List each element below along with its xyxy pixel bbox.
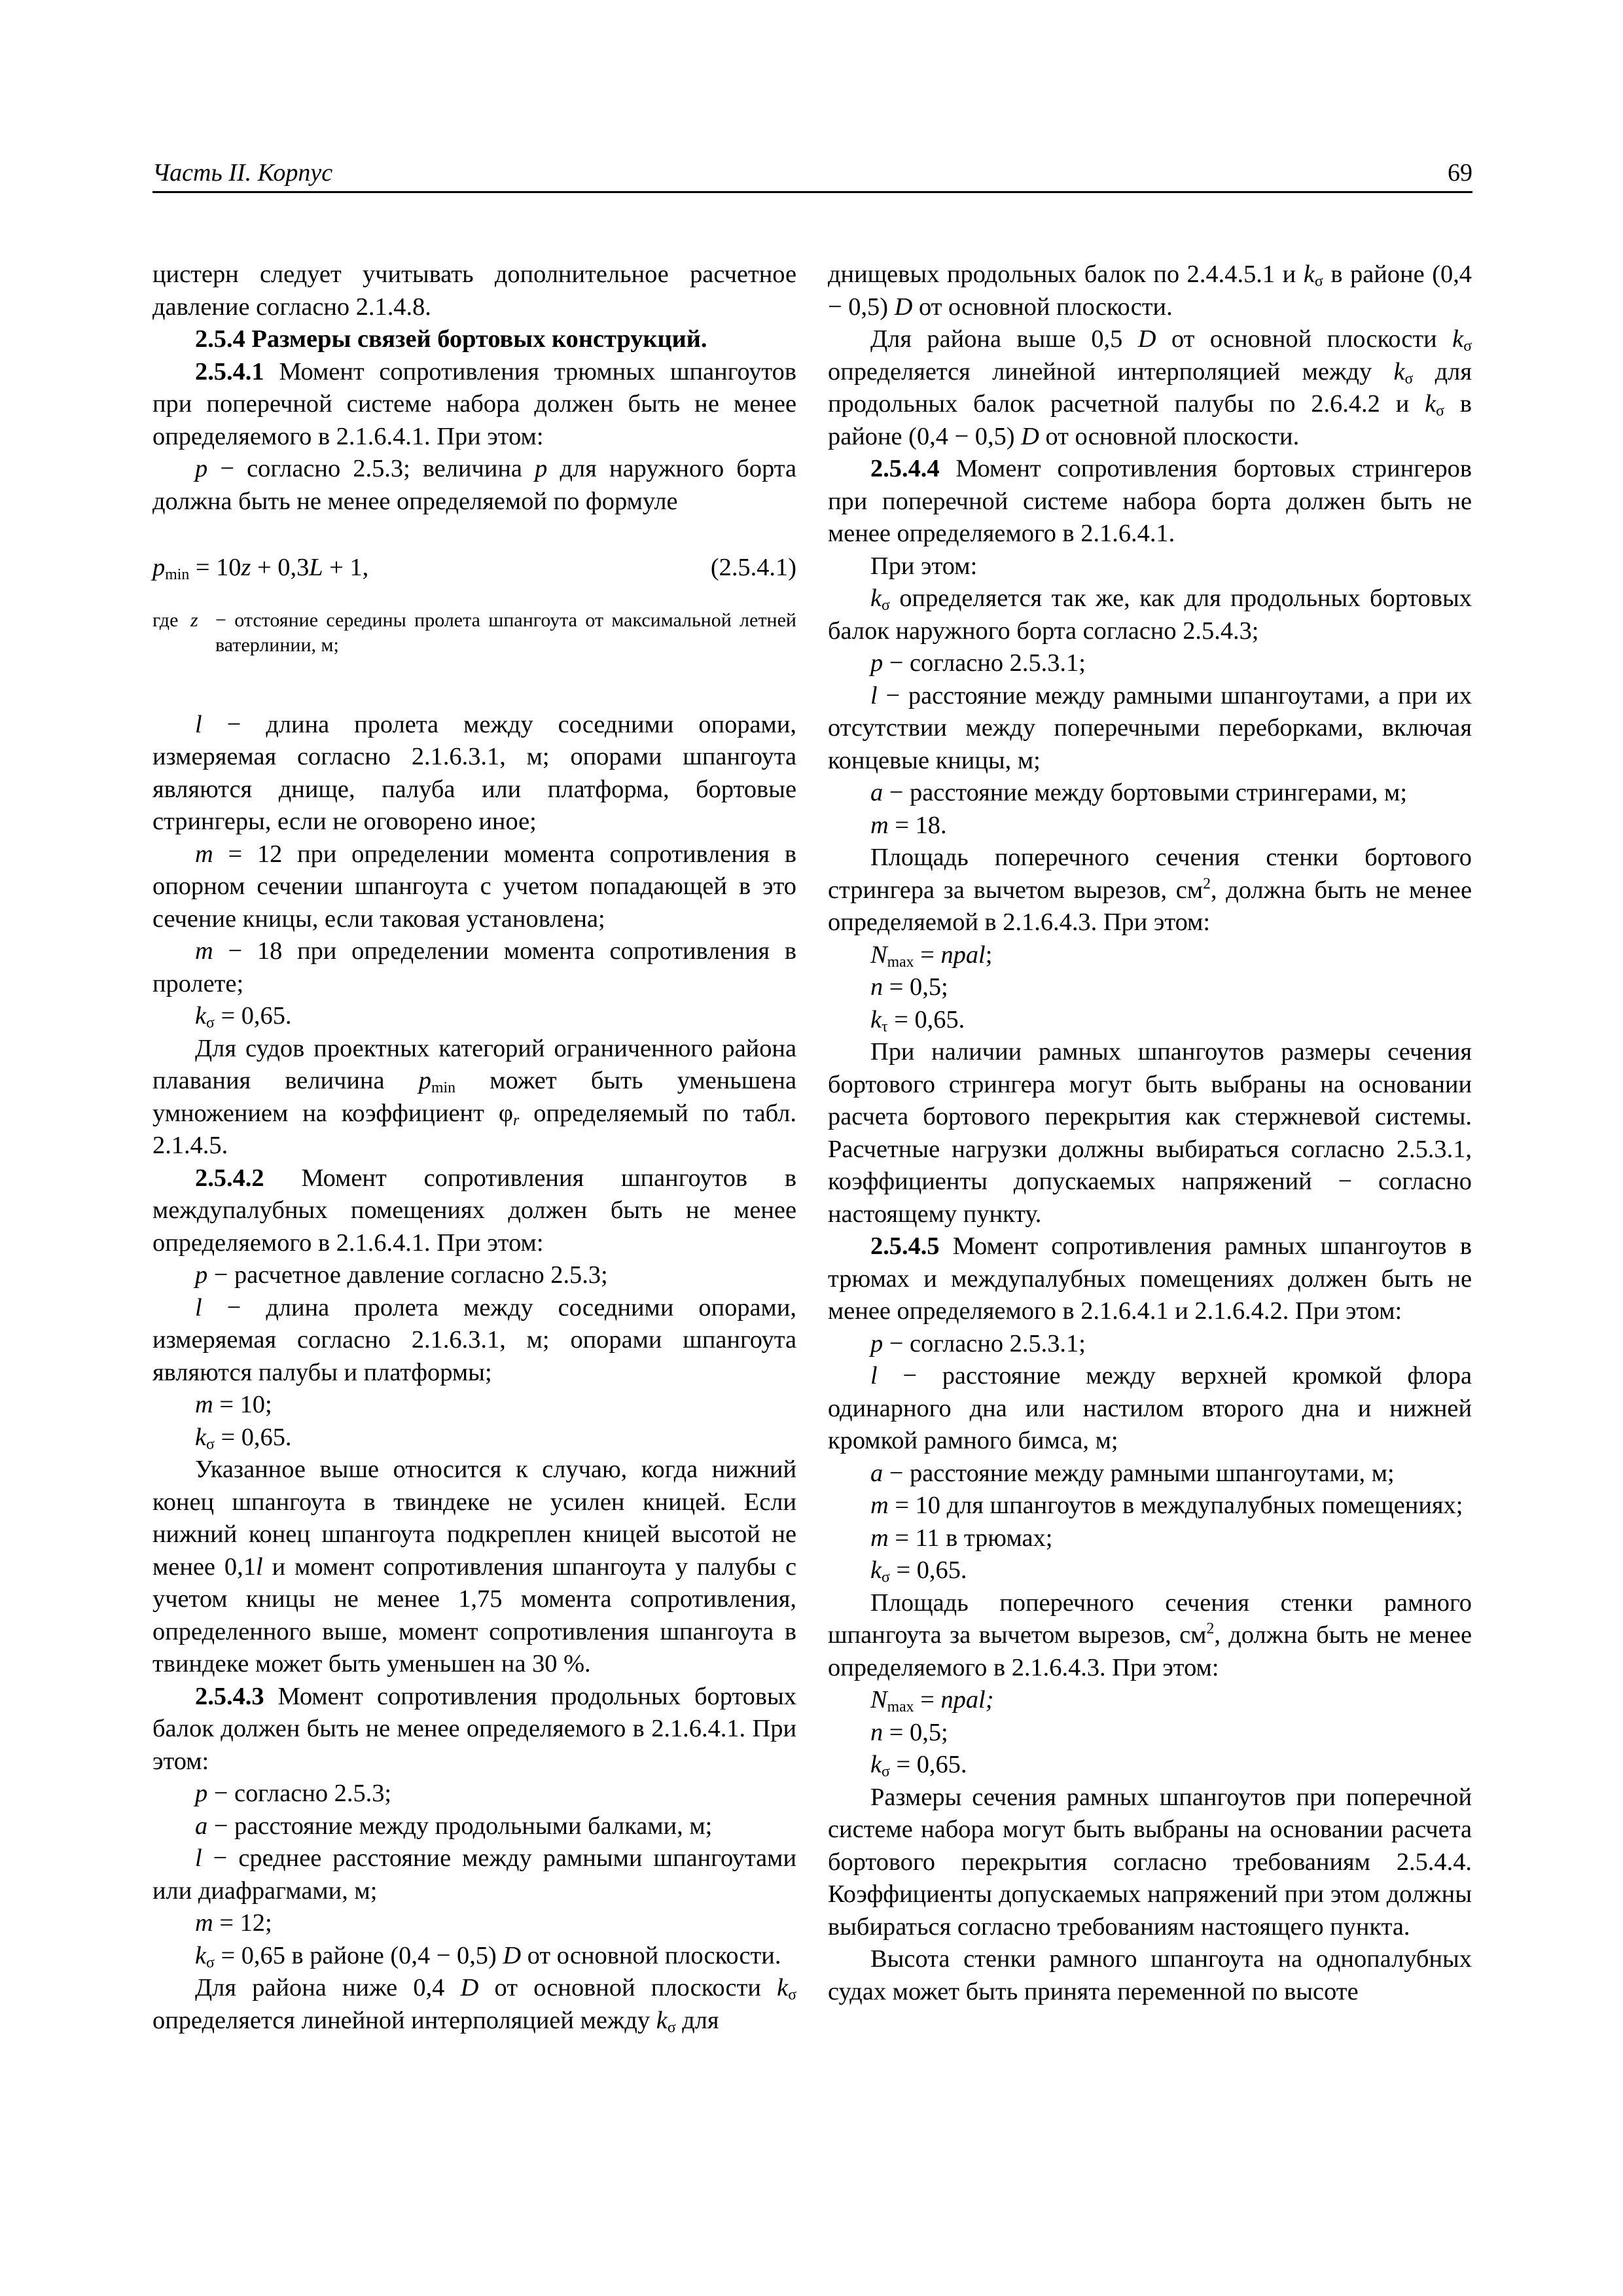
paragraph-m-18-b: m = 18. xyxy=(870,811,947,839)
paragraph-k-sigma-4: $k_\sigma$ определяется так же, как для продольных бортовых балок наружного борта согласно 2.5.4.3; xyxy=(828,584,1472,645)
paragraph-p-definition: p − согласно 2.5.3; величина p для наружного борта должна быть не менее определяемой по формуле xyxy=(152,455,796,515)
paragraph-m-11: m = 11 в трюмах; xyxy=(870,1524,1053,1552)
paragraph-stringer-area: Площадь поперечного сечения стенки бортового стрингера за вычетом вырезов, $см^2$, должна быть не менее определяемой в 2.1.6.4.3. При этом: xyxy=(828,844,1472,936)
paragraph-continuation-right: днищевых продольных балок по 2.4.4.5.1 и $k_\sigma$ в районе (0,4 − 0,5) D от основной плоскости. xyxy=(828,260,1472,321)
paragraph-web-height: Высота стенки рамного шпангоута на однопалубных судах может быть принята переменной по высоте xyxy=(828,1945,1472,2005)
paragraph-k-sigma-3: $k_\sigma = 0,65$ в районе (0,4 − 0,5) D от основной плоскости. xyxy=(195,1941,781,1971)
paragraph-tweendeck-note: Указанное выше относится к случаю, когда нижний конец шпангоута в твиндеке не усилен кницей. Если нижний конец шпангоута подкреплен кницей высотой не менее 0,1l и момент сопротивления шпангоута у палубы с учетом кницы не менее 1,75 момента сопротивления, определенного выше, момент сопротивления шпангоута в твиндеке может быть уменьшен на 30 %. xyxy=(152,1456,796,1677)
paragraph-pri-etom: При этом: xyxy=(870,552,978,580)
paragraph-m-10: m = 10; xyxy=(195,1391,272,1418)
paragraph-k-sigma-5: $k_\sigma = 0,65$. xyxy=(870,1556,967,1586)
paragraph-k-tau: $k_\tau = 0,65$. xyxy=(870,1005,965,1035)
paragraph-2-5-4-1: 2.5.4.1 Момент сопротивления трюмных шпангоутов при поперечной системе набора должен быть не менее определяемого в 2.1.6.4.1. При этом: xyxy=(152,357,796,450)
paragraph-l-4: l − расстояние между рамными шпангоутами, а при их отсутствии между поперечными переборками, включая концевые кницы, м; xyxy=(828,681,1472,774)
page-number: 69 xyxy=(1448,159,1472,187)
paragraph-a-3: a − расстояние между рамными шпангоутами, м; xyxy=(870,1459,1395,1487)
paragraph-n: n = 0,5; xyxy=(870,973,948,1001)
paragraph-p-3: p − согласно 2.5.3; xyxy=(195,1780,392,1807)
paragraph-l-5: l − расстояние между верхней кромкой флора одинарного дна или настилом второго дна и нижней кромкой рамного бимса, м; xyxy=(828,1362,1472,1454)
paragraph-n-max-2: $N_{max}$ = npal; xyxy=(870,1686,994,1715)
paragraph-a-spacing: a − расстояние между продольными балками, м; xyxy=(195,1812,713,1840)
paragraph-restricted-area: Для судов проектных категорий ограниченного района плавания величина $p_{min}$ может быть уменьшена умножением на коэффициент $\varphi_r$ определяемый по табл. 2.1.4.5. xyxy=(152,1034,796,1159)
formula-number: (2.5.4.1) xyxy=(710,554,796,581)
paragraph-m-10-b: m = 10 для шпангоутов в междупалубных помещениях; xyxy=(870,1492,1463,1519)
paragraph-frame-present: При наличии рамных шпангоутов размеры сечения бортового стрингера могут быть выбраны на основании расчета бортового перекрытия как стержневой системы. Расчетные нагрузки должны выбираться согласно 2.5.3.1, коэффициенты допускаемых напряжений − согласно настоящему пункту. xyxy=(828,1038,1472,1228)
paragraph-a-2: a − расстояние между бортовыми стрингерами, м; xyxy=(870,779,1407,806)
paragraph-n-2: n = 0,5; xyxy=(870,1718,948,1746)
paragraph-above-0-5D: Для района выше 0,5 D от основной плоскости $k_\sigma$ определяется линейной интерполяцией между $k_\sigma$ для продольных балок расчетной палубы по 2.6.4.2 и $k_\sigma$ в районе (0,4 − 0,5) D от основной плоскости. xyxy=(828,325,1472,450)
left-column xyxy=(152,259,796,2037)
paragraph-k-sigma: $k_\sigma = 0,65$. xyxy=(195,1002,292,1031)
formula-where-note: где z − отстояние середины пролета шпангоута от максимальной летней ватерлинии, м; xyxy=(152,609,796,656)
paragraph-2-5-4-5: 2.5.4.5 Момент сопротивления рамных шпангоутов в трюмах и междупалубных помещениях должен быть не менее определяемого в 2.1.6.4.1 и 2.1.6.4.2. При этом: xyxy=(828,1232,1472,1325)
header-title: Часть II. Корпус xyxy=(152,159,333,187)
paragraph-2-5-4-4: 2.5.4.4 Момент сопротивления бортовых стрингеров при поперечной системе набора борта должен быть не менее определяемого в 2.1.6.4.1. xyxy=(828,455,1472,547)
formula-body: $p_{min} = 10z + 0,3L + 1$, xyxy=(152,554,369,583)
paragraph-l-definition: l − длина пролета между соседними опорами, измеряемая согласно 2.1.6.3.1, м; опорами шпангоута являются днище, палуба или платформа, бортовые стрингеры, если не оговорено иное; xyxy=(152,710,796,835)
paragraph-frame-size: Размеры сечения рамных шпангоутов при поперечной системе набора могут быть выбраны на основании расчета бортового перекрытия согласно требованиям 2.5.4.4. Коэффициенты допускаемых напряжений при этом должны выбираться согласно требованиям настоящего пункта. xyxy=(828,1783,1472,1941)
paragraph-l-mean: l − среднее расстояние между рамными шпангоутами или диафрагмами, м; xyxy=(152,1844,796,1905)
paragraph-below-0-4D: Для района ниже 0,4 D от основной плоскости $k_\sigma$ определяется линейной интерполяцией между $k_\sigma$ для xyxy=(152,1974,797,2036)
paragraph-m-12-b: m = 12; xyxy=(195,1909,272,1937)
paragraph-continuation: цистерн следует учитывать дополнительное расчетное давление согласно 2.1.4.8. xyxy=(152,260,796,321)
paragraph-frame-area: Площадь поперечного сечения стенки рамного шпангоута за вычетом вырезов, $см^2$, должна быть не менее определяемого в 2.1.6.4.3. При этом: xyxy=(828,1588,1472,1681)
paragraph-m-12: m = 12 при определении момента сопротивления в опорном сечении шпангоута с учетом попадающей в это сечение кницы, если таковая установлена; xyxy=(152,840,796,933)
formula-2-5-4-1 xyxy=(152,552,796,584)
paragraph-2-5-4-2: 2.5.4.2 Момент сопротивления шпангоутов в междупалубных помещениях должен быть не менее определяемого в 2.1.6.4.1. При этом: xyxy=(152,1164,796,1257)
paragraph-n-max: $N_{max}$ = npal; xyxy=(870,941,993,971)
paragraph-k-sigma-2: $k_\sigma = 0,65$. xyxy=(195,1423,292,1453)
running-header xyxy=(152,153,1472,193)
paragraph-p-4: p − согласно 2.5.3.1; xyxy=(870,649,1086,677)
section-heading-2-5-4: 2.5.4 Размеры связей бортовых конструкций. xyxy=(195,325,707,353)
right-column xyxy=(828,259,1472,2008)
paragraph-p-5: p − согласно 2.5.3.1; xyxy=(870,1329,1086,1357)
paragraph-l-span: l − длина пролета между соседними опорами, измеряемая согласно 2.1.6.3.1, м; опорами шпангоута являются палубы и платформы; xyxy=(152,1293,796,1386)
paragraph-m-18: m − 18 при определении момента сопротивления в пролете; xyxy=(152,937,796,997)
paragraph-p-pressure: p − расчетное давление согласно 2.5.3; xyxy=(195,1261,608,1289)
paragraph-k-sigma-6: $k_\sigma = 0,65$. xyxy=(870,1751,967,1780)
paragraph-2-5-4-3: 2.5.4.3 Момент сопротивления продольных бортовых балок должен быть не менее определяемого в 2.1.6.4.1. При этом: xyxy=(152,1682,796,1775)
